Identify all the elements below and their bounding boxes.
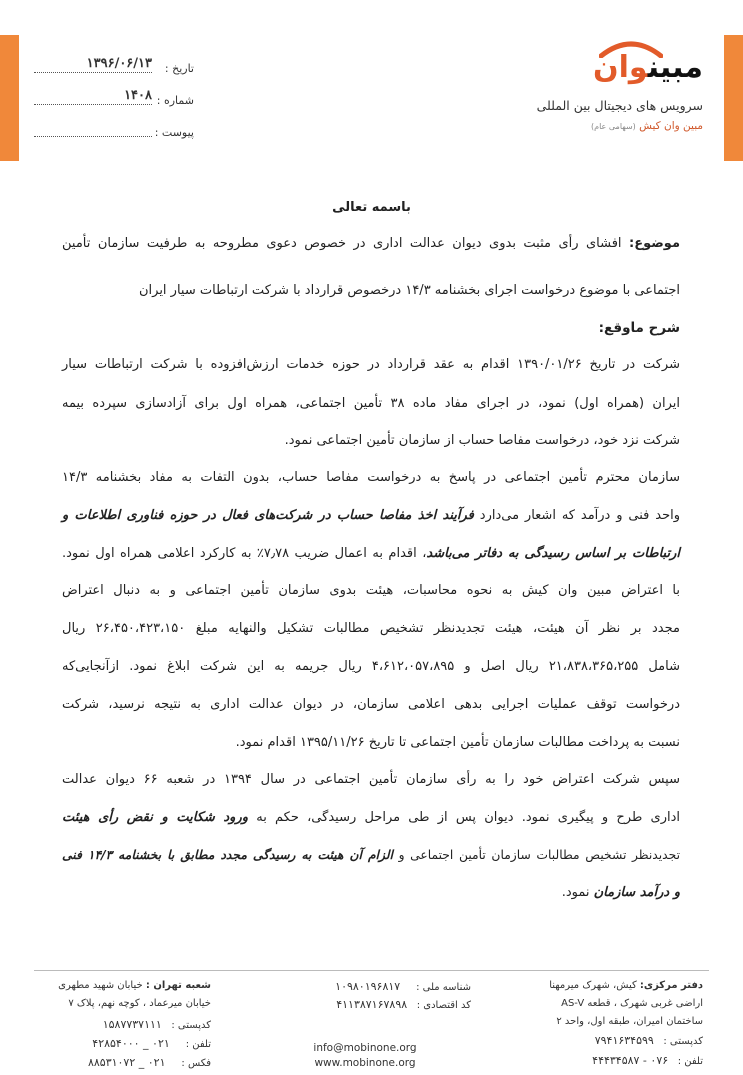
paragraph-2-line-2 — [62, 508, 680, 523]
date-value: ۱۳۹۶/۰۶/۱۳ — [86, 56, 152, 71]
company-logo — [533, 38, 703, 138]
date-dotted-line — [34, 72, 152, 73]
paragraph-4-line-1: سپس شرکت اعتراض خود را به رأی سازمان تأمین اجتماعی در سال ۱۳۹۴ در شعبه ۶۶ دیوان عدالت — [62, 772, 680, 787]
paragraph-2-text-3b: ، اقدام به اعمال ضریب ۷٫۷۸٪ به کارکرد اعلامی همراه اول نمود. — [62, 546, 427, 561]
number-value: ۱۴۰۸ — [124, 88, 152, 103]
tehran-address-line-2: خیابان میرعماد ، کوچه نهم، پلاک ۷ — [68, 998, 211, 1009]
salutation: باسمه تعالی — [332, 200, 411, 215]
logo-company — [591, 120, 703, 132]
section-heading: شرح ماوقع: — [598, 320, 680, 336]
hq-postal-label: کدپستی : — [663, 1036, 703, 1047]
tehran-label: شعبه تهران : — [145, 980, 211, 991]
hq-address-line-1 — [549, 980, 703, 991]
date-label: تاریخ : — [164, 62, 194, 75]
hq-tel-label: تلفن : — [677, 1056, 703, 1067]
logo-wordmark — [593, 50, 703, 85]
paragraph-1-line-2: ایران (همراه اول) نمود، در اجرای مفاد ماده ۳۸ تأمین اجتماعی، همراه اول برای آزادسازی سپرده بیمه — [62, 396, 680, 411]
tehran-postal — [103, 1018, 211, 1031]
hq-postal — [595, 1034, 703, 1047]
paragraph-1-line-3: شرکت نزد خود، درخواست مفاصا حساب از سازمان تأمین اجتماعی نمود. — [284, 433, 680, 448]
national-id — [335, 980, 471, 993]
paragraph-2-emphasis-1: فرآیند اخذ مفاصا حساب در شرکت‌های فعال در حوزه فناوری اطلاعات و — [62, 508, 474, 523]
paragraph-4-emphasis-1: ورود شکایت و نقض رأی هیئت — [62, 810, 249, 825]
tehran-fax-label: فکس : — [181, 1058, 211, 1069]
footer-divider — [34, 970, 709, 971]
paragraph-4-line-3 — [62, 848, 680, 862]
paragraph-3-line-4: درخواست توقف عملیات اجرایی بدهی اعلامی سازمان، در دیوان عدالت اداری به نتیجه نرسید، شرکت — [62, 697, 680, 712]
national-id-value: ۱۰۹۸۰۱۹۶۸۱۷ — [335, 980, 401, 993]
paragraph-2-emphasis-2: ارتباطات بر اساس رسیدگی به دفاتر می‌باشد — [426, 546, 680, 561]
attachment-label: پیوست : — [154, 126, 194, 139]
letter-meta — [34, 56, 194, 152]
number-row — [34, 88, 194, 120]
number-dotted-line — [34, 104, 152, 105]
tehran-tel-label: تلفن : — [185, 1039, 211, 1050]
paragraph-2-text-2a: واحد فنی و درآمد که اشعار می‌دارد — [473, 508, 680, 523]
subject-line-2: اجتماعی با موضوع درخواست اجرای بخشنامه ۱۴/۳ درخصوص قرارداد با شرکت ارتباطات سیار ایران — [138, 283, 680, 298]
tehran-phone — [92, 1037, 211, 1050]
attachment-row — [34, 120, 194, 152]
right-accent-bar — [724, 35, 743, 161]
economic-code — [336, 998, 471, 1011]
paragraph-4-text-4b: نمود. — [561, 885, 594, 900]
paragraph-1-line-1: شرکت در تاریخ ۱۳۹۰/۰۱/۲۶ اقدام به عقد قرارداد در حوزه خدمات ارزش‌افزوده با شرکت ارتباطات سیار — [62, 357, 680, 372]
subject-line-1 — [62, 236, 680, 251]
website-link[interactable]: www.mobinone.org — [314, 1057, 416, 1069]
hq-phone — [592, 1054, 703, 1067]
paragraph-3-line-5: نسبت به پرداخت مطالبات سازمان تأمین اجتماعی تا تاریخ ۱۳۹۵/۱۱/۲۶ اقدام نمود. — [235, 735, 680, 750]
paragraph-4-text-3a: تجدیدنظر تشخیص مطالبات سازمان تأمین اجتماعی و — [392, 848, 680, 862]
hq-line-1: کیش، شهرک میرمهنا — [549, 980, 637, 991]
paragraph-3-line-2: مجدد بر نظر آن هیئت، هیئت تجدیدنظر تشخیص مطالبات تشکیل والنهایه مبلغ ۲۶،۴۵۰،۴۲۳،۱۵۰ ریال — [62, 621, 680, 636]
hq-postal-value: ۷۹۴۱۶۳۴۵۹۹ — [594, 1034, 654, 1047]
logo-company-suffix: (سهامی عام) — [591, 122, 636, 131]
logo-name-part1: مبین — [647, 50, 703, 85]
paragraph-4-line-2 — [62, 810, 680, 825]
tehran-line-1: خیابان شهید مطهری — [58, 980, 143, 991]
paragraph-4-text-2a: اداری طرح و پیگیری نمود. دیوان پس از طی مراحل رسیدگی، حکم به — [248, 810, 680, 825]
logo-tagline: سرویس های دیجیتال بین المللی — [536, 98, 703, 113]
paragraph-3-line-3: شامل ۲۱،۸۳۸،۳۶۵،۲۵۵ ریال اصل و ۴،۶۱۲،۰۵۷،۸۹۵ ریال جریمه به این شرکت ابلاغ نمود. ازآنجایی‌که — [62, 659, 680, 674]
national-id-label: شناسه ملی : — [416, 982, 471, 993]
number-label: شماره : — [156, 94, 194, 107]
paragraph-4-emphasis-2: الزام آن هیئت به رسیدگی مجدد مطابق با بخشنامه ۱۴/۳ فنی — [62, 848, 393, 862]
paragraph-3-line-1: با اعتراض مبین وان کیش به نحوه محاسبات، هیئت بدوی سازمان تأمین اجتماعی و به دنبال اعتراض — [62, 583, 680, 598]
tehran-postal-value: ۱۵۸۷۷۳۷۱۱۱ — [102, 1018, 162, 1031]
left-accent-bar — [0, 35, 19, 161]
logo-name-part2: وان — [592, 50, 648, 85]
tehran-fax — [88, 1056, 211, 1069]
paragraph-4-emphasis-3: و درآمد سازمان — [593, 885, 680, 900]
subject-label: موضوع: — [629, 236, 680, 251]
subject-text-1: افشای رأی مثبت بدوی دیوان عدالت اداری در خصوص دعوی مطروحه به طرفیت سازمان تأمین — [62, 236, 629, 251]
date-row — [34, 56, 194, 88]
hq-address-line-3: ساختمان امیران، طبقه اول، واحد ۲ — [556, 1016, 703, 1027]
paragraph-4-line-4 — [62, 885, 680, 900]
tehran-address-line-1 — [58, 980, 211, 991]
tehran-tel-value: ۰۲۱ _ ۴۲۸۵۴۰۰۰ — [92, 1037, 170, 1050]
email-link[interactable]: info@mobinone.org — [313, 1042, 417, 1054]
hq-tel-value: ۰۷۶ - ۴۴۴۳۴۵۸۷ — [592, 1054, 669, 1067]
tehran-fax-value: ۰۲۱ _ ۸۸۵۳۱۰۷۲ — [87, 1056, 166, 1069]
logo-company-name: مبین وان کیش — [639, 120, 703, 132]
tehran-postal-label: کدپستی : — [171, 1020, 211, 1031]
hq-label: دفتر مرکزی: — [639, 980, 703, 991]
economic-code-value: ۴۱۱۳۸۷۱۶۷۸۹۸ — [336, 998, 408, 1011]
hq-address-line-2: اراضی غربی شهرک ، قطعه AS-V — [561, 998, 703, 1009]
attachment-dotted-line — [34, 136, 152, 137]
economic-code-label: کد اقتصادی : — [416, 1000, 471, 1011]
paragraph-2-line-3 — [62, 546, 680, 561]
paragraph-2-line-1: سازمان محترم تأمین اجتماعی در پاسخ به درخواست مفاصا حساب، بدون التفات به مفاد بخشنامه ۱۴/۳ — [62, 470, 680, 485]
